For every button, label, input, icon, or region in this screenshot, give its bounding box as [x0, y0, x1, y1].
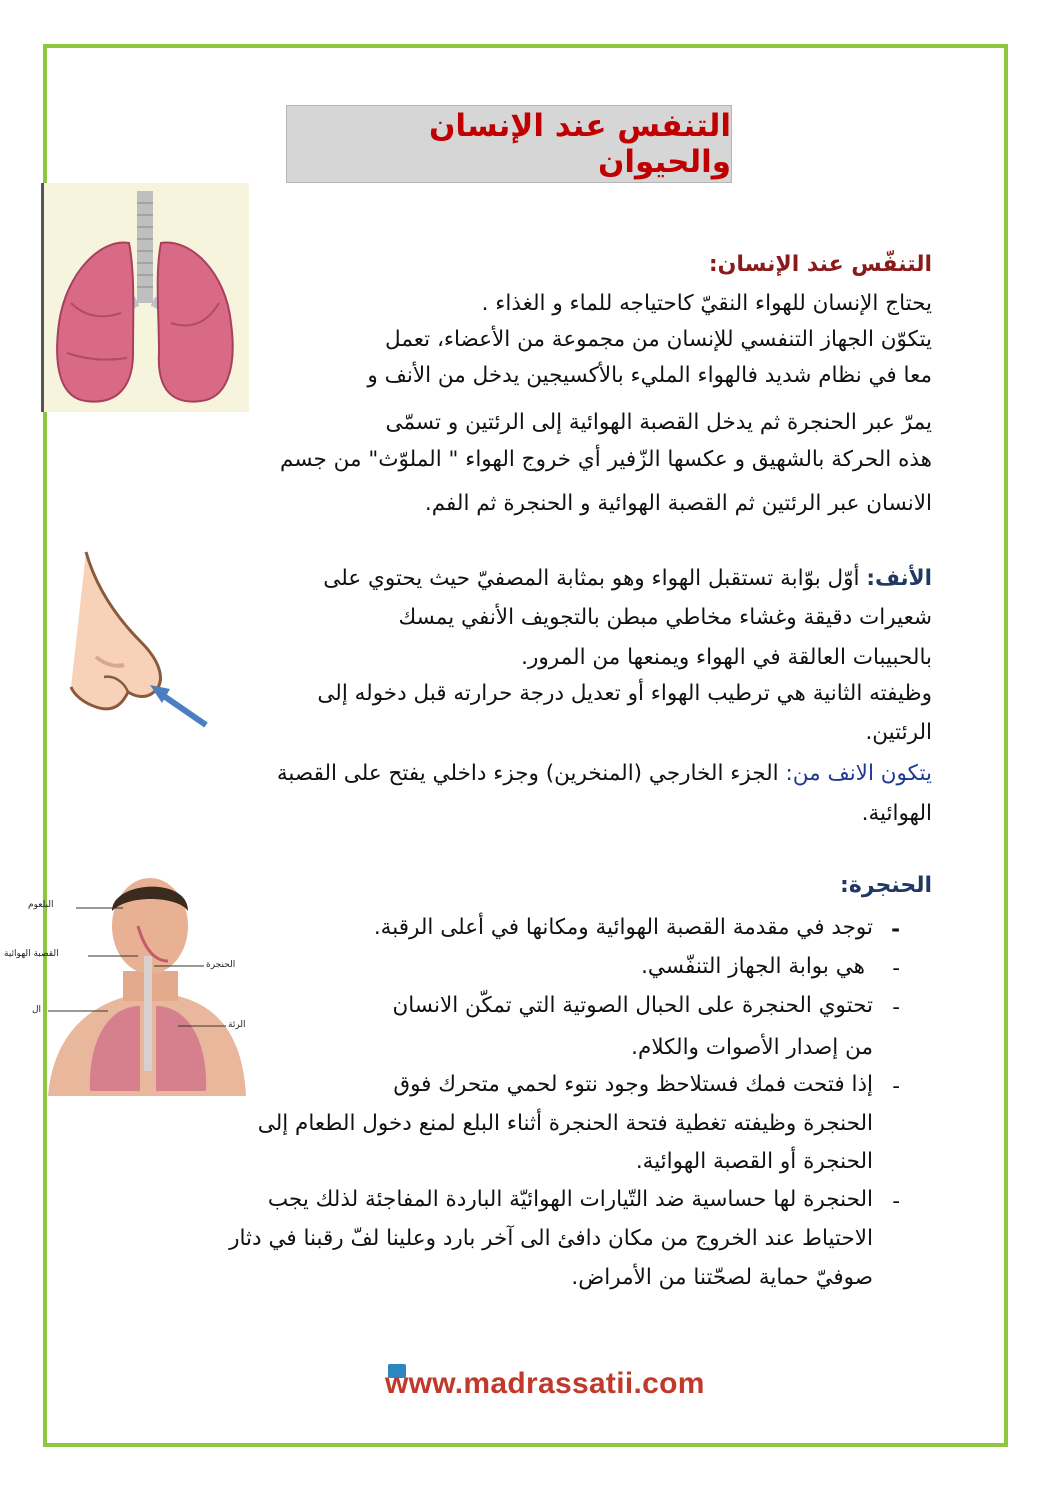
- nose-line-5: الرئتين.: [865, 720, 932, 745]
- nose-line-2: شعيرات دقيقة وغشاء مخاطي مبطن بالتجويف الأنفي يمسك: [398, 605, 932, 630]
- label-pharynx: البلعوم: [28, 900, 54, 910]
- lungs-image: [41, 183, 249, 412]
- bullet-dash: -: [892, 956, 900, 981]
- human-paragraph-line-6: الانسان عبر الرئتين ثم القصبة الهوائية و الحنجرة ثم الفم.: [424, 491, 932, 516]
- human-paragraph-line-5: هذه الحركة بالشهيق و عكسها الزّفير أي خروج الهواء " الملوّث" من جسم: [280, 447, 932, 472]
- bullet-dash: -: [892, 995, 900, 1020]
- nose-line-1-text: أوّل بوّابة تستقبل الهواء وهو بمثابة المصفيّ حيث يحتوي على: [323, 566, 867, 591]
- bullet-dash: -: [892, 1189, 900, 1214]
- nose-image: [66, 547, 216, 747]
- nose-label: الأنف:: [866, 566, 932, 591]
- footer-website[interactable]: www.madrassatii.com: [385, 1367, 705, 1400]
- label-lung: الرئة: [228, 1020, 246, 1030]
- page-title: التنفس عند الإنسان والحيوان: [428, 108, 731, 180]
- larynx-bullet-4-line-3: الحنجرة أو القصبة الهوائية.: [635, 1149, 873, 1174]
- larynx-bullet-3-line-2: من إصدار الأصوات والكلام.: [631, 1035, 873, 1060]
- human-paragraph-line-1: يحتاج الإنسان للهواء النقيّ كاحتياجه للماء و الغذاء .: [481, 291, 932, 316]
- nose-line-3: بالحبيبات العالقة في الهواء ويمنعها من المرور.: [521, 645, 932, 670]
- human-breathing-heading: التنفّس عند الإنسان:: [708, 252, 932, 277]
- larynx-heading: الحنجرة:: [840, 873, 932, 898]
- label-trachea: القصبة الهوائية: [4, 949, 59, 959]
- bullet-dash: -: [891, 917, 900, 942]
- bullet-dash: -: [892, 1074, 900, 1099]
- title-box: [286, 105, 732, 183]
- nose-parts-label: يتكون الانف من:: [785, 761, 932, 786]
- larynx-bullet-4-line-2: الحنجرة وظيفته تغطية فتحة الحنجرة أثناء البلع لمنع دخول الطعام إلى: [257, 1111, 873, 1136]
- human-paragraph-line-4: يمرّ عبر الحنجرة ثم يدخل القصبة الهوائية إلى الرئتين و تسمّى: [385, 410, 932, 435]
- larynx-bullet-5-line-1: الحنجرة لها حساسية ضد التّيارات الهوائيّة الباردة المفاجئة لذلك يجب: [267, 1187, 873, 1212]
- nose-line-4: وظيفته الثانية هي ترطيب الهواء أو تعديل درجة حرارته قبل دخوله إلى: [317, 681, 932, 706]
- nose-line-1: [323, 562, 932, 595]
- human-paragraph-line-3: معا في نظام شديد فالهواء المليء بالأكسيجين يدخل من الأنف و: [367, 363, 932, 388]
- larynx-bullet-2: هي بوابة الجهاز التنفّسي.: [641, 954, 865, 979]
- respiratory-diagram: [4, 866, 248, 1096]
- larynx-bullet-1: توجد في مقدمة القصبة الهوائية ومكانها في أعلى الرقبة.: [373, 915, 873, 940]
- larynx-bullet-3-line-1: تحتوي الحنجرة على الحبال الصوتية التي تمكّن الانسان: [392, 993, 873, 1018]
- nose-parts-text: الجزء الخارجي (المنخرين) وجزء داخلي يفتح على القصبة: [276, 761, 786, 786]
- human-paragraph-line-2: يتكوّن الجهاز التنفسي للإنسان من مجموعة من الأعضاء، تعمل: [385, 327, 932, 352]
- larynx-bullet-5-line-2: الاحتياط عند الخروج من مكان دافئ الى آخر بارد وعلينا لفّ رقبنا في دثار: [229, 1226, 873, 1251]
- larynx-bullet-5-line-3: صوفيّ حماية لصحّتنا من الأمراض.: [571, 1265, 873, 1290]
- label-larynx: الحنجرة: [206, 960, 236, 970]
- nose-parts-line-1: [277, 757, 932, 790]
- label-lung-left: ال: [32, 1005, 42, 1015]
- nose-parts-line-2: الهوائية.: [861, 801, 932, 826]
- larynx-bullet-4-line-1: إذا فتحت فمك فستلاحظ وجود نتوء لحمي متحرك فوق: [393, 1072, 873, 1097]
